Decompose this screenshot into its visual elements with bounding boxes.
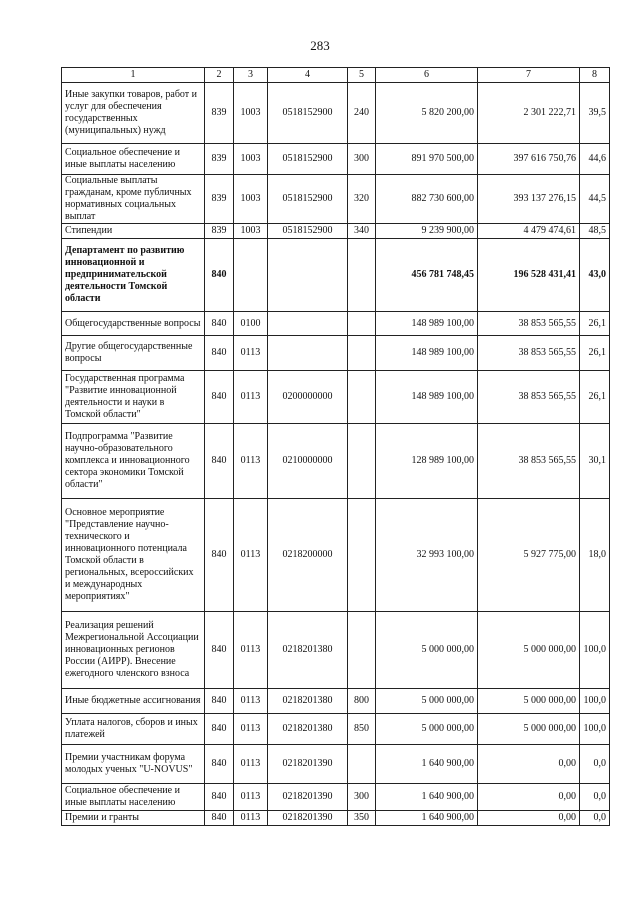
table-row bbox=[62, 424, 610, 499]
row-expense-type bbox=[348, 371, 376, 424]
row-expense-type: 350 bbox=[348, 811, 376, 826]
row-percent: 0,0 bbox=[580, 745, 610, 784]
row-executed-amount: 38 853 565,55 bbox=[478, 336, 580, 371]
row-planned-amount: 1 640 900,00 bbox=[376, 784, 478, 811]
row-target-article bbox=[268, 336, 348, 371]
row-section: 0113 bbox=[234, 811, 268, 826]
row-executed-amount: 0,00 bbox=[478, 745, 580, 784]
table-row bbox=[62, 784, 610, 811]
row-target-article: 0200000000 bbox=[268, 371, 348, 424]
row-name: Иные бюджетные ассигнования bbox=[62, 689, 205, 714]
row-planned-amount: 456 781 748,45 bbox=[376, 239, 478, 312]
table-row bbox=[62, 336, 610, 371]
row-executed-amount: 38 853 565,55 bbox=[478, 424, 580, 499]
row-name: Департамент по развитию инновационной и предпринимательской деятельности Томской области bbox=[62, 239, 205, 312]
row-ved: 840 bbox=[205, 784, 234, 811]
row-expense-type: 300 bbox=[348, 784, 376, 811]
header-row bbox=[62, 68, 610, 83]
row-section: 0113 bbox=[234, 714, 268, 745]
row-percent: 100,0 bbox=[580, 689, 610, 714]
row-section bbox=[234, 239, 268, 312]
row-planned-amount: 1 640 900,00 bbox=[376, 811, 478, 826]
row-ved: 839 bbox=[205, 224, 234, 239]
row-name: Другие общегосударственные вопросы bbox=[62, 336, 205, 371]
row-target-article: 0218200000 bbox=[268, 499, 348, 612]
row-percent: 30,1 bbox=[580, 424, 610, 499]
row-planned-amount: 5 820 200,00 bbox=[376, 83, 478, 144]
row-expense-type: 240 bbox=[348, 83, 376, 144]
row-expense-type bbox=[348, 239, 376, 312]
row-section: 0113 bbox=[234, 336, 268, 371]
row-target-article: 0518152900 bbox=[268, 224, 348, 239]
row-ved: 840 bbox=[205, 312, 234, 336]
row-target-article: 0518152900 bbox=[268, 175, 348, 224]
row-name: Реализация решений Межрегиональной Ассоциации инновационных регионов России (АИРР). Внесение ежегодного членского взноса bbox=[62, 612, 205, 689]
row-planned-amount: 1 640 900,00 bbox=[376, 745, 478, 784]
row-executed-amount: 196 528 431,41 bbox=[478, 239, 580, 312]
table-row bbox=[62, 83, 610, 144]
row-name: Общегосударственные вопросы bbox=[62, 312, 205, 336]
table-row bbox=[62, 745, 610, 784]
row-executed-amount: 0,00 bbox=[478, 811, 580, 826]
row-planned-amount: 128 989 100,00 bbox=[376, 424, 478, 499]
header-cell: 6 bbox=[376, 68, 478, 83]
row-ved: 840 bbox=[205, 424, 234, 499]
row-executed-amount: 0,00 bbox=[478, 784, 580, 811]
row-executed-amount: 38 853 565,55 bbox=[478, 312, 580, 336]
row-planned-amount: 148 989 100,00 bbox=[376, 312, 478, 336]
row-section: 0113 bbox=[234, 745, 268, 784]
row-ved: 840 bbox=[205, 745, 234, 784]
row-ved: 840 bbox=[205, 612, 234, 689]
row-section: 0113 bbox=[234, 612, 268, 689]
row-ved: 840 bbox=[205, 336, 234, 371]
table-row bbox=[62, 689, 610, 714]
row-planned-amount: 882 730 600,00 bbox=[376, 175, 478, 224]
table-row bbox=[62, 714, 610, 745]
row-ved: 839 bbox=[205, 83, 234, 144]
budget-table bbox=[61, 67, 610, 826]
row-expense-type bbox=[348, 499, 376, 612]
header-cell: 4 bbox=[268, 68, 348, 83]
row-executed-amount: 38 853 565,55 bbox=[478, 371, 580, 424]
page-number: 283 bbox=[310, 38, 330, 53]
row-name: Основное мероприятие "Представление научно-технического и инновационного потенциала Томской области в региональных, всероссийских и международных мероприятиях" bbox=[62, 499, 205, 612]
row-name: Социальные выплаты гражданам, кроме публичных нормативных социальных выплат bbox=[62, 175, 205, 224]
row-percent: 26,1 bbox=[580, 312, 610, 336]
row-ved: 840 bbox=[205, 499, 234, 612]
header-cell: 8 bbox=[580, 68, 610, 83]
row-target-article: 0218201380 bbox=[268, 714, 348, 745]
row-percent: 18,0 bbox=[580, 499, 610, 612]
row-planned-amount: 891 970 500,00 bbox=[376, 144, 478, 175]
row-target-article: 0210000000 bbox=[268, 424, 348, 499]
row-executed-amount: 2 301 222,71 bbox=[478, 83, 580, 144]
row-ved: 840 bbox=[205, 239, 234, 312]
row-target-article: 0218201380 bbox=[268, 689, 348, 714]
row-section: 1003 bbox=[234, 175, 268, 224]
row-expense-type: 300 bbox=[348, 144, 376, 175]
row-ved: 840 bbox=[205, 371, 234, 424]
row-ved: 840 bbox=[205, 811, 234, 826]
row-expense-type: 800 bbox=[348, 689, 376, 714]
row-expense-type: 340 bbox=[348, 224, 376, 239]
row-executed-amount: 397 616 750,76 bbox=[478, 144, 580, 175]
row-name: Государственная программа "Развитие инновационной деятельности и науки в Томской области" bbox=[62, 371, 205, 424]
row-name: Подпрограмма "Развитие научно-образовательного комплекса и инновационного сектора экономики Томской области" bbox=[62, 424, 205, 499]
row-target-article: 0218201380 bbox=[268, 612, 348, 689]
row-percent: 48,5 bbox=[580, 224, 610, 239]
row-ved: 840 bbox=[205, 689, 234, 714]
row-expense-type: 850 bbox=[348, 714, 376, 745]
row-planned-amount: 148 989 100,00 bbox=[376, 371, 478, 424]
table-row bbox=[62, 312, 610, 336]
row-section: 0113 bbox=[234, 371, 268, 424]
row-planned-amount: 5 000 000,00 bbox=[376, 612, 478, 689]
row-ved: 839 bbox=[205, 175, 234, 224]
row-target-article bbox=[268, 312, 348, 336]
row-section: 1003 bbox=[234, 144, 268, 175]
row-expense-type bbox=[348, 424, 376, 499]
row-percent: 43,0 bbox=[580, 239, 610, 312]
row-target-article: 0218201390 bbox=[268, 745, 348, 784]
row-ved: 839 bbox=[205, 144, 234, 175]
row-percent: 100,0 bbox=[580, 612, 610, 689]
row-section: 0113 bbox=[234, 424, 268, 499]
row-executed-amount: 393 137 276,15 bbox=[478, 175, 580, 224]
row-name: Социальное обеспечение и иные выплаты населению bbox=[62, 144, 205, 175]
row-target-article: 0518152900 bbox=[268, 83, 348, 144]
row-section: 0113 bbox=[234, 689, 268, 714]
row-executed-amount: 5 000 000,00 bbox=[478, 714, 580, 745]
table-row bbox=[62, 144, 610, 175]
row-section: 1003 bbox=[234, 83, 268, 144]
row-ved: 840 bbox=[205, 714, 234, 745]
row-planned-amount: 9 239 900,00 bbox=[376, 224, 478, 239]
table-row bbox=[62, 499, 610, 612]
table-row bbox=[62, 224, 610, 239]
header-cell: 7 bbox=[478, 68, 580, 83]
row-planned-amount: 5 000 000,00 bbox=[376, 714, 478, 745]
row-executed-amount: 5 927 775,00 bbox=[478, 499, 580, 612]
row-percent: 44,6 bbox=[580, 144, 610, 175]
header-cell: 2 bbox=[205, 68, 234, 83]
row-percent: 0,0 bbox=[580, 784, 610, 811]
row-planned-amount: 5 000 000,00 bbox=[376, 689, 478, 714]
row-name: Премии и гранты bbox=[62, 811, 205, 826]
row-percent: 0,0 bbox=[580, 811, 610, 826]
row-percent: 44,5 bbox=[580, 175, 610, 224]
row-target-article: 0218201390 bbox=[268, 811, 348, 826]
row-expense-type bbox=[348, 312, 376, 336]
row-executed-amount: 4 479 474,61 bbox=[478, 224, 580, 239]
row-percent: 26,1 bbox=[580, 371, 610, 424]
row-section: 1003 bbox=[234, 224, 268, 239]
row-name: Иные закупки товаров, работ и услуг для обеспечения государственных (муниципальных) нужд bbox=[62, 83, 205, 144]
row-target-article: 0518152900 bbox=[268, 144, 348, 175]
row-expense-type bbox=[348, 612, 376, 689]
row-name: Уплата налогов, сборов и иных платежей bbox=[62, 714, 205, 745]
row-name: Стипендии bbox=[62, 224, 205, 239]
header-cell: 5 bbox=[348, 68, 376, 83]
table-row bbox=[62, 811, 610, 826]
row-expense-type bbox=[348, 745, 376, 784]
row-name: Социальное обеспечение и иные выплаты населению bbox=[62, 784, 205, 811]
row-executed-amount: 5 000 000,00 bbox=[478, 612, 580, 689]
row-executed-amount: 5 000 000,00 bbox=[478, 689, 580, 714]
row-percent: 39,5 bbox=[580, 83, 610, 144]
row-target-article: 0218201390 bbox=[268, 784, 348, 811]
row-percent: 26,1 bbox=[580, 336, 610, 371]
row-section: 0113 bbox=[234, 499, 268, 612]
row-expense-type: 320 bbox=[348, 175, 376, 224]
row-planned-amount: 32 993 100,00 bbox=[376, 499, 478, 612]
header-cell: 1 bbox=[62, 68, 205, 83]
table-row bbox=[62, 239, 610, 312]
table-row bbox=[62, 371, 610, 424]
row-name: Премии участникам форума молодых ученых "U-NOVUS" bbox=[62, 745, 205, 784]
header-cell: 3 bbox=[234, 68, 268, 83]
row-expense-type bbox=[348, 336, 376, 371]
row-section: 0113 bbox=[234, 784, 268, 811]
row-target-article bbox=[268, 239, 348, 312]
row-percent: 100,0 bbox=[580, 714, 610, 745]
table-row bbox=[62, 175, 610, 224]
table-row bbox=[62, 612, 610, 689]
row-section: 0100 bbox=[234, 312, 268, 336]
row-planned-amount: 148 989 100,00 bbox=[376, 336, 478, 371]
